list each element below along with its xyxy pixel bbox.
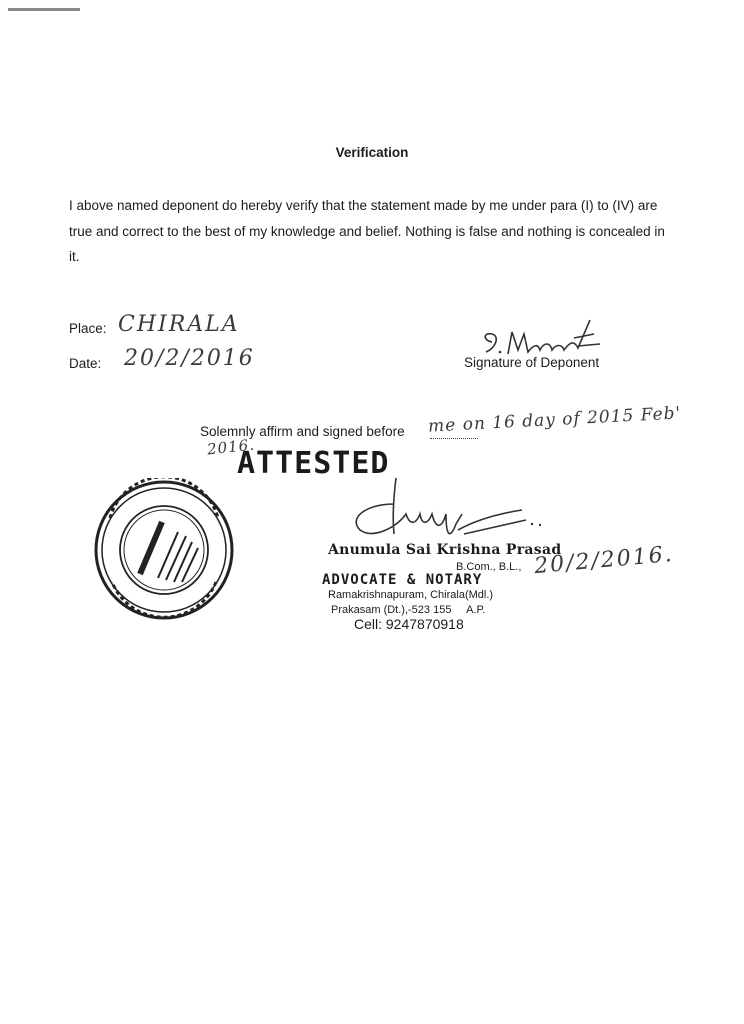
signature-caption: Signature of Deponent <box>464 355 600 370</box>
notary-degree: B.Com., B.L., <box>456 561 522 573</box>
deponent-signature <box>478 314 608 360</box>
document-title: Verification <box>335 145 409 160</box>
solemnly-label: Solemnly affirm and signed before <box>200 424 405 439</box>
attested-stamp: ATTESTED <box>237 446 390 481</box>
place-value-handwritten: CHIRALA <box>118 312 240 337</box>
date-label: Date: <box>69 356 102 371</box>
notary-name: Anumula Sai Krishna Prasad <box>328 542 562 558</box>
notary-role: ADVOCATE & NOTARY <box>322 572 483 588</box>
solemnly-handwritten-1: me on 16 day of 2015 Feb' <box>427 403 682 437</box>
notary-seal <box>92 478 236 622</box>
notary-cell: Cell: 9247870918 <box>354 616 464 632</box>
notary-address-2: Prakasam (Dt.),-523 155 A.P. <box>331 604 486 616</box>
place-label: Place: <box>69 321 107 336</box>
notary-date-handwritten: 20/2/2016. <box>533 541 675 580</box>
date-value-handwritten: 20/2/2016 <box>124 346 255 371</box>
notary-signature <box>346 474 546 544</box>
scan-edge-mark <box>8 8 80 11</box>
notary-address-1: Ramakrishnapuram, Chirala(Mdl.) <box>328 589 494 601</box>
solemnly-handwritten-2: 2016. <box>206 435 256 459</box>
verification-paragraph: I above named deponent do hereby verify that the statement made by me under para (I) to (IV) are true and correct to the best of my knowledge and belief. Nothing is false and nothing is concealed in it. <box>69 198 665 264</box>
dotted-line <box>430 438 478 439</box>
